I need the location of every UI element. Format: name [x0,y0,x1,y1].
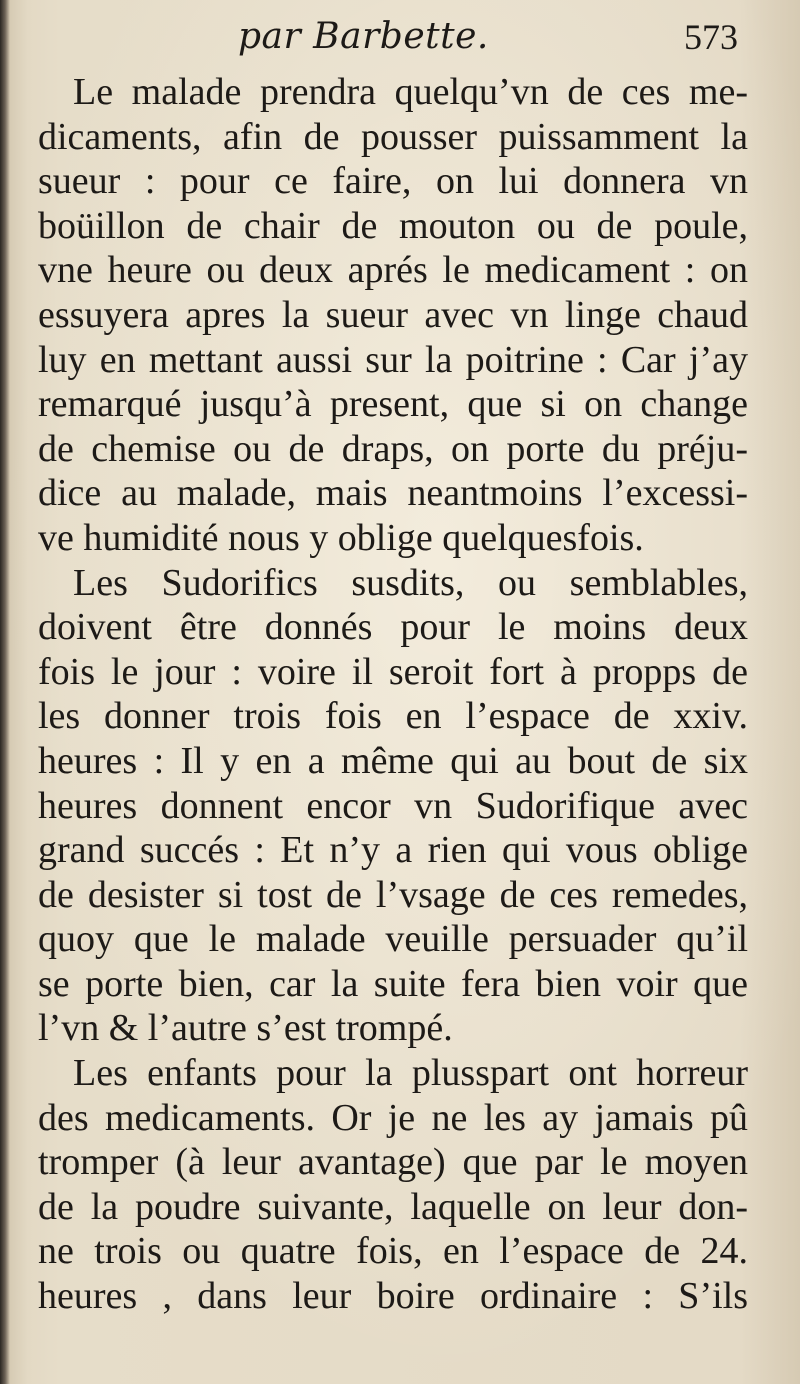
text-line: l’vn & l’autre s’est trompé. [38,1007,453,1050]
text-line: dicaments, afin de pousser puissamment la [38,115,748,158]
page-number: 573 [684,17,738,57]
text-line: ne trois ou quatre fois, en l’espace de 24. [38,1230,748,1273]
text-line: grand succés : Et n’y a rien qui vous oblige [38,829,748,872]
text-line: des medicaments. Or je ne les ay jamais pû [38,1096,748,1139]
text-line: quoy que le malade veuille persuader qu’il [38,918,748,961]
text-line: essuyera apres la sueur avec vn linge chaud [38,293,748,336]
text-line: de chemise ou de draps, on porte du préju- [38,427,748,470]
text-line: Les Sudorifics susdits, ou semblables, [73,561,748,604]
text-line: luy en mettant aussi sur la poitrine : Car j’ay [38,338,748,381]
text-line: heures donnent encor vn Sudorifique avec [38,784,748,827]
text-line: boüillon de chair de mouton ou de poule, [38,204,748,247]
running-title: par Barbette. [238,16,489,57]
text-line: doivent être donnés pour le moins deux [38,606,748,649]
text-line: dice au malade, mais neantmoins l’excessi- [38,472,748,515]
text-line: heures : Il y en a même qui au bout de six [38,739,748,782]
text-line: de desister si tost de l’vsage de ces remedes, [38,873,748,916]
text-line: tromper (à leur avantage) que par le moyen [38,1141,748,1184]
text-line: fois le jour : voire il seroit fort à propps de [38,650,748,693]
text-line: se porte bien, car la suite fera bien voir que [38,962,748,1005]
body-text [38,70,748,1319]
text-line: les donner trois fois en l’espace de xxiv. [38,695,748,738]
text-line: heures , dans leur boire ordinaire : S’ils [38,1275,748,1318]
text-line: Le malade prendra quelqu’vn de ces me- [73,71,748,113]
running-head [238,16,738,66]
binding-edge [0,0,10,1384]
text-line: de la poudre suivante, laquelle on leur don- [38,1185,748,1228]
text-line: remarqué jusqu’à present, que si on change [38,383,748,426]
text-line: vne heure ou deux aprés le medicament : on [38,249,748,292]
text-line: ve humidité nous y oblige quelquesfois. [38,516,644,559]
text-line: Les enfants pour la plusspart ont horreur [73,1052,748,1095]
text-line: sueur : pour ce faire, on lui donnera vn [38,160,748,203]
